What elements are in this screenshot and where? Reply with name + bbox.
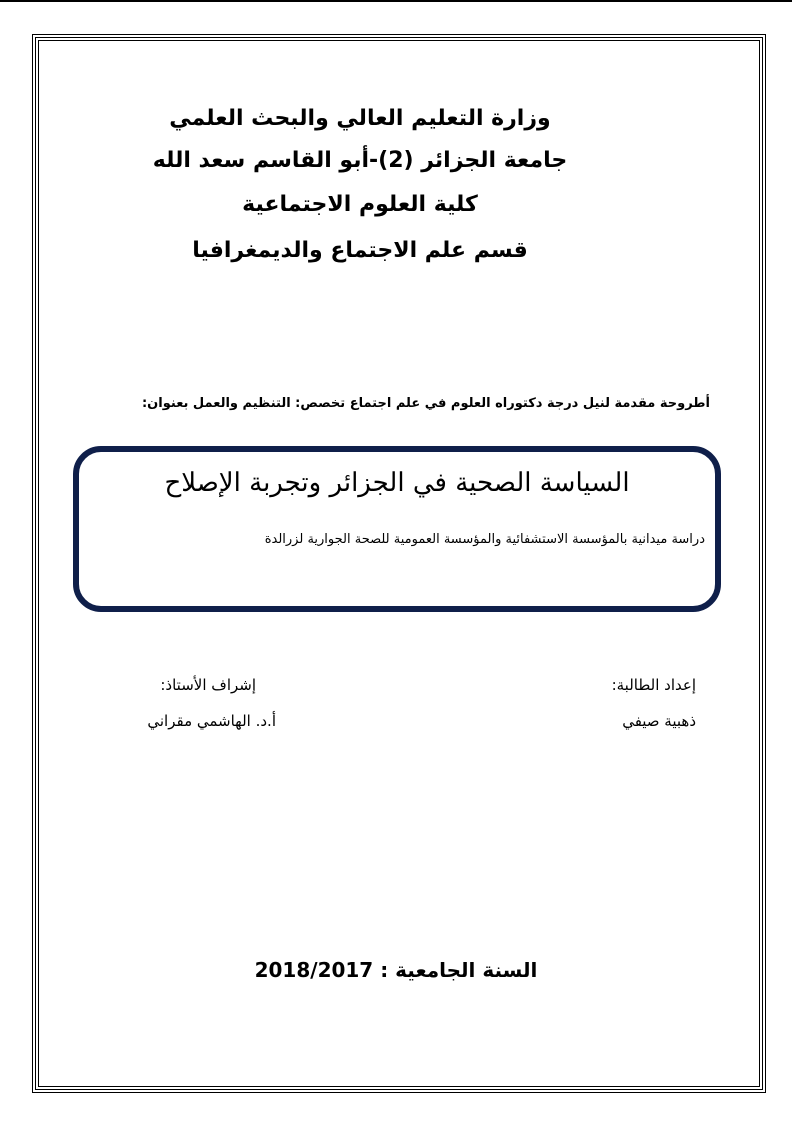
top-rule bbox=[0, 0, 792, 2]
student-label: إعداد الطالبة: bbox=[611, 676, 696, 694]
student-name: ذهبية صيفي bbox=[622, 712, 696, 730]
thesis-intro: أطروحة مقدمة لنيل درجة دكتوراه العلوم في علم اجتماع تخصص: التنظيم والعمل بعنوان: bbox=[141, 396, 710, 411]
supervisor-name: أ.د. الهاشمي مقراني bbox=[147, 712, 276, 730]
university-name: جامعة الجزائر (2)-أبو القاسم سعد الله bbox=[152, 148, 568, 173]
academic-year: السنة الجامعية : 2018/2017 bbox=[254, 958, 538, 982]
department-name: قسم علم الاجتماع والديمغرافيا bbox=[192, 238, 528, 263]
faculty-name: كلية العلوم الاجتماعية bbox=[242, 192, 478, 217]
thesis-subtitle: دراسة ميدانية بالمؤسسة الاستشفائية والمؤسسة العمومية للصحة الجوارية لزرالدة bbox=[264, 532, 705, 547]
ministry-name: وزارة التعليم العالي والبحث العلمي bbox=[169, 106, 551, 131]
thesis-title: السياسة الصحية في الجزائر وتجربة الإصلاح bbox=[164, 468, 630, 498]
supervisor-label: إشراف الأستاذ: bbox=[160, 676, 256, 694]
thesis-title-box bbox=[73, 446, 721, 612]
